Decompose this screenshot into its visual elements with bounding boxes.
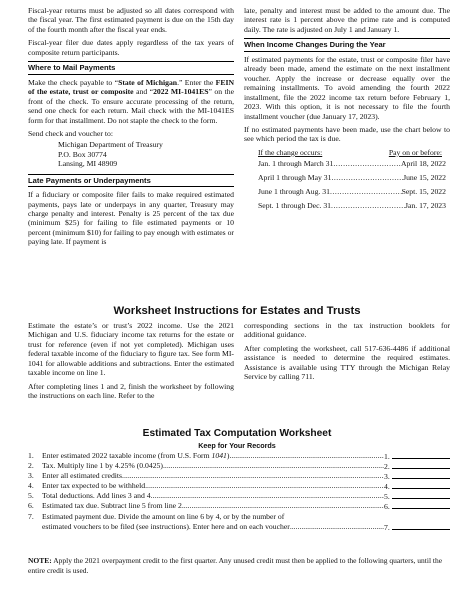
no-payments-paragraph: If no estimated payments have been made, use the chart below to see which period the tax is due. (244, 124, 450, 144)
address-line-3: Lansing, MI 48909 (58, 159, 118, 169)
address-line-1: Michigan Department of Treasury (58, 140, 163, 150)
worksheet-left-column (28, 321, 234, 405)
schedule-row: April 1 through May 31 ..... June 15, 2022 (258, 173, 446, 182)
schedule-row: June 1 through Aug. 31 ..... Sept. 15, 2022 (258, 187, 446, 196)
line-4-entry-field[interactable] (392, 481, 450, 489)
mail-payments-heading: Where to Mail Payments (28, 61, 234, 74)
computation-lines (28, 451, 452, 532)
mailing-address (58, 140, 234, 168)
worksheet-line-1: 1. Enter estimated 2022 taxable income (from U.S. Form 1041) ..... 1. (28, 451, 452, 461)
mail-payments-paragraph: Make the check payable to “State of Michigan.” Enter the FEIN of the estate, trust or composite and “2022 MI-1041ES” on the front of the check. To ensure accurate processing of the return, send one check for each return. Mail check with the MI-1041ES form for that installment. Do not staple the check to the form. (28, 77, 234, 125)
fiscal-due-dates-paragraph: Fiscal-year filer due dates apply regardless of the tax years of composite return participants. (28, 38, 234, 57)
after-lines-paragraph: After completing lines 1 and 2, finish the worksheet by following the instructions on each line. Refer to the (28, 381, 234, 401)
note-label: NOTE: (28, 556, 52, 565)
schedule-row: Jan. 1 through March 31 ..... April 18, 2022 (258, 159, 446, 168)
late-payments-heading: Late Payments or Underpayments (28, 174, 234, 187)
right-column (244, 6, 450, 215)
send-check-line: Send check and voucher to: (28, 128, 113, 138)
worksheet-right-column (244, 321, 450, 386)
schedule-row: Sept. 1 through Dec. 31 ..... Jan. 17, 2023 (258, 201, 446, 210)
address-line-2: P.O. Box 30774 (58, 149, 107, 159)
interest-paragraph: late, penalty and interest must be added to the amount due. The interest rate is 1 percent above the prime rate and is computed daily. The rate is adjusted on July 1 and January 1. (244, 6, 450, 34)
line-3-entry-field[interactable] (392, 471, 450, 479)
schedule-period-header: If the change occurs: (258, 147, 323, 157)
worksheet-line-4: 4. Enter tax expected to be withheld ..... 4. (28, 481, 452, 491)
note-text: Apply the 2021 overpayment credit to the first quarter. Any unused credit must then be applied to the following quarters, until the entire credit is used. (28, 556, 443, 575)
due-date-schedule (258, 148, 446, 211)
line-5-entry-field[interactable] (392, 491, 450, 499)
computation-worksheet-subtitle: Keep for Your Records (198, 441, 276, 450)
worksheet-instructions-title: Worksheet Instructions for Estates and Trusts (113, 305, 361, 317)
left-column (28, 6, 234, 251)
line-1-entry-field[interactable] (392, 451, 450, 459)
amend-estimate-paragraph: If estimated payments for the estate, trust or composite filer have already been made, amend the estimate on the next installment voucher. Apply the increase or decrease equally over the remaining installments. To avoid amending the fourth 2022 installment, file the 2022 income tax return before February 1, 2023. With this option, it is not necessary to file the fourth installment voucher (due January 17, 2023). (244, 54, 450, 121)
line-7-entry-field[interactable] (392, 522, 450, 530)
worksheet-line-7: 7. Estimated payment due. Divide the amount on line 6 by 4, or by the number of (28, 511, 285, 521)
schedule-header (258, 148, 446, 157)
late-payments-paragraph: If a fiduciary or composite filer fails to make required estimated payments, pays late or underpays in any quarter, Treasury may charge penalty and interest. Penalty is 25 percent of the tax due (minimum $25) for failing to file estimated payments or 10 percent (minimum $10) for failing to pay enough with estimates or paying late. If payment is (28, 190, 234, 247)
worksheet-line-2: 2. Tax. Multiply line 1 by 4.25% (0.0425) ..... 2. (28, 461, 452, 471)
worksheet-line-7-continued: estimated vouchers to be filed (see instructions). Enter here and on each voucher ..... 7. (28, 522, 452, 532)
worksheet-line-6: 6. Estimated tax due. Subtract line 5 from line 2 ..... 6. (28, 501, 452, 511)
assistance-paragraph: After completing the worksheet, call 517-636-4486 if additional assistance is needed to determine the required estimates. Assistance is available using TTY through the Michigan Relay Service by calling 711. (244, 343, 450, 382)
overpayment-note (28, 556, 452, 575)
income-changes-heading: When Income Changes During the Year (244, 38, 450, 51)
worksheet-line-3: 3. Enter all estimated credits ..... 3. (28, 471, 452, 481)
worksheet-line-5: 5. Total deductions. Add lines 3 and 4 ..... 5. (28, 491, 452, 501)
schedule-due-header: Pay on or before: (388, 147, 442, 157)
estimate-income-paragraph: Estimate the estate’s or trust’s 2022 income. Use the 2021 Michigan and U.S. fiduciary income tax returns for the estate or trust for reference (even if not yet completed). Michigan uses federal taxable income of the fiduciary to figure tax. See form MI-1041 for allowable additions and subtractions. Enter the estimated taxable income on line 1. (28, 321, 234, 378)
guidance-paragraph: corresponding sections in the tax instruction booklets for additional guidance. (244, 321, 450, 340)
fiscal-year-paragraph: Fiscal-year returns must be adjusted so all dates correspond with the fiscal year. The first estimated payment is due on the 15th day of the fourth month after the fiscal year ends. (28, 6, 234, 34)
computation-worksheet-title: Estimated Tax Computation Worksheet (142, 428, 332, 439)
line-6-entry-field[interactable] (392, 501, 450, 509)
line-2-entry-field[interactable] (392, 461, 450, 469)
